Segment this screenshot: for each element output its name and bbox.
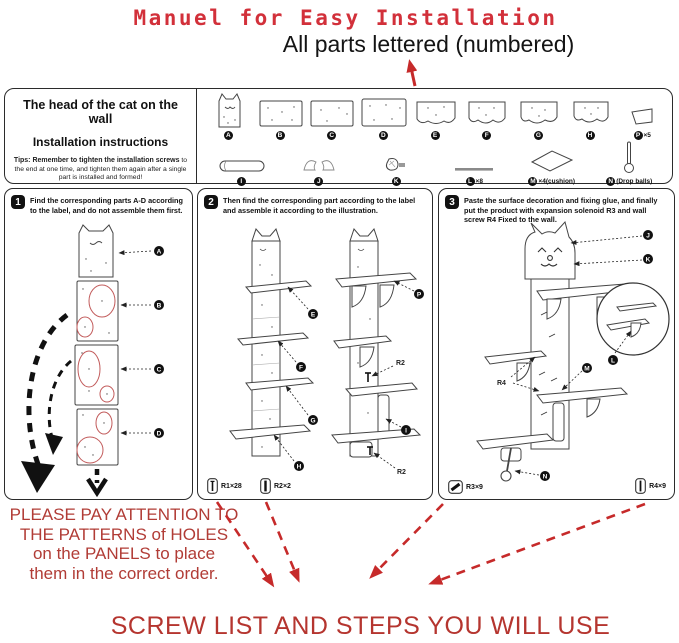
part-item-p bbox=[616, 106, 668, 140]
step2-right-labels bbox=[396, 289, 424, 475]
part-letter: K bbox=[392, 177, 401, 186]
screw-icon bbox=[635, 478, 646, 494]
label-i: I bbox=[405, 427, 407, 435]
part-letter: H bbox=[586, 131, 595, 140]
rect-panel-icon bbox=[309, 98, 355, 128]
magnifier-inset bbox=[597, 283, 669, 355]
label-p: P bbox=[416, 291, 422, 299]
parts-tips-lead: Tips: Remember to tighten the installation screws bbox=[13, 157, 180, 164]
label-d: D bbox=[156, 430, 162, 438]
parts-list bbox=[197, 89, 672, 183]
part-letter: L bbox=[466, 177, 475, 186]
cat-ears-icon bbox=[301, 154, 337, 174]
wedge-panel-icon bbox=[629, 106, 655, 128]
part-item-b bbox=[255, 98, 307, 140]
screw-label: R4×9 bbox=[649, 482, 666, 490]
label-e: E bbox=[310, 311, 316, 319]
part-qty: (Drop balls) bbox=[616, 177, 653, 185]
part-item-e bbox=[410, 98, 462, 140]
screw-icon bbox=[207, 478, 218, 494]
shelf-panel-icon bbox=[518, 98, 560, 128]
part-letter: E bbox=[431, 131, 440, 140]
label-j: J bbox=[646, 232, 650, 240]
step-number-2: 2 bbox=[204, 195, 218, 209]
screw-label: R2×2 bbox=[274, 482, 291, 490]
parts-tips-rest: to the end at one time, and tighten them again after a single part is installed and formed! bbox=[14, 157, 188, 182]
label-l: L bbox=[611, 357, 615, 365]
part-item-c bbox=[306, 98, 358, 140]
parts-panel-intro bbox=[5, 89, 197, 183]
step-text-1: Find the corresponding parts A-D according to the label, and do not assemble them first. bbox=[30, 196, 183, 215]
part-item-i bbox=[203, 158, 281, 186]
label-k: K bbox=[645, 256, 651, 264]
step1-part-labels bbox=[154, 246, 164, 438]
label-c: C bbox=[156, 366, 162, 374]
step-text-3: Paste the surface decoration and fixing glue, and finally put the product with expansion solenoid R3 and wall screw R4 Fixed to the wall. bbox=[464, 196, 658, 225]
label-g: G bbox=[310, 417, 316, 425]
shelf-panel-icon bbox=[466, 98, 508, 128]
part-letter: M bbox=[530, 177, 536, 185]
screw-item-r2 bbox=[260, 478, 291, 494]
attention-line-4: them in the correct order. bbox=[29, 563, 219, 583]
part-letter: P bbox=[634, 131, 643, 140]
label-r2-bottom: R2 bbox=[397, 469, 406, 475]
part-item-h bbox=[565, 98, 617, 140]
parts-heading-2: Installation instructions bbox=[32, 135, 169, 149]
step-number-1: 1 bbox=[11, 195, 25, 209]
step-panel-3 bbox=[438, 188, 675, 500]
part-letter: J bbox=[314, 177, 323, 186]
screw-label: R3×9 bbox=[466, 483, 483, 491]
part-item-f bbox=[461, 98, 513, 140]
footer-title: SCREW LIST AND STEPS YOU WILL USE bbox=[110, 612, 611, 640]
expansion-bolt-icon bbox=[384, 156, 410, 174]
shelf-panel-icon bbox=[414, 98, 458, 128]
attention-line-3: on the PANELS to place bbox=[32, 544, 216, 563]
part-letter: G bbox=[535, 131, 541, 139]
part-item-n bbox=[591, 140, 669, 186]
shelf-panel-icon bbox=[571, 98, 611, 128]
label-n: N bbox=[542, 473, 548, 481]
parts-row-2 bbox=[203, 140, 668, 186]
cushion-icon bbox=[529, 148, 575, 174]
part-item-a bbox=[203, 92, 255, 140]
step-number-3: 3 bbox=[445, 195, 459, 209]
tower-assembly-illustration bbox=[200, 223, 430, 475]
screw-item-r3 bbox=[448, 480, 483, 494]
cylinder-post-icon bbox=[218, 158, 266, 174]
label-a: A bbox=[156, 248, 162, 256]
label-b: B bbox=[156, 302, 162, 310]
stack-panels-illustration bbox=[5, 221, 191, 497]
part-letter: B bbox=[276, 131, 285, 140]
step-text-2: Then find the corresponding part according to the label and assemble it according to the illustration. bbox=[223, 196, 416, 215]
red-dashed-arrow-icons bbox=[0, 500, 679, 600]
part-item-k bbox=[358, 156, 436, 186]
part-letter: D bbox=[379, 131, 388, 140]
label-r4: R4 bbox=[497, 380, 506, 387]
step-panel-2 bbox=[197, 188, 433, 500]
part-item-j bbox=[281, 154, 359, 186]
parts-tips bbox=[10, 157, 191, 183]
screw-item-r4 bbox=[635, 478, 666, 494]
finished-tower-illustration bbox=[441, 219, 673, 495]
rect-panel-icon bbox=[258, 98, 304, 128]
part-item-l bbox=[436, 164, 514, 186]
screw-label: R1×28 bbox=[221, 482, 242, 490]
long-screw-icon bbox=[453, 164, 495, 174]
part-item-m bbox=[513, 148, 591, 186]
part-letter: N bbox=[606, 177, 615, 186]
attention-line-1: PLEASE PAY ATTENTION TO bbox=[9, 505, 239, 524]
label-h: H bbox=[296, 463, 302, 471]
part-letter: C bbox=[327, 131, 336, 140]
red-up-arrow-icon bbox=[398, 55, 430, 88]
page-subtitle: All parts lettered (numbered) bbox=[282, 31, 575, 57]
part-letter: A bbox=[224, 131, 233, 140]
part-item-g bbox=[513, 98, 565, 140]
rect-panel-icon bbox=[360, 96, 408, 128]
label-m: M bbox=[584, 365, 590, 373]
screw-item-r1 bbox=[207, 478, 242, 494]
part-qty: ×8 bbox=[475, 177, 483, 185]
screw-icon bbox=[260, 478, 271, 494]
label-r2-top: R2 bbox=[396, 360, 405, 367]
cat-head-panel-icon bbox=[215, 92, 243, 128]
attention-line-2: THE PATTERNS of HOLES bbox=[19, 524, 229, 544]
step-panel-1 bbox=[4, 188, 193, 500]
part-item-d bbox=[358, 96, 410, 140]
label-f: F bbox=[299, 364, 303, 372]
parts-panel bbox=[4, 88, 673, 184]
parts-row-1 bbox=[203, 92, 668, 140]
part-qty: ×4(cushion) bbox=[538, 177, 576, 185]
page-title: Manuel for Easy Installation bbox=[133, 6, 558, 30]
parts-heading-1: The head of the cat on the wall bbox=[23, 98, 178, 126]
part-letter: F bbox=[482, 131, 491, 140]
drop-ball-icon bbox=[622, 140, 636, 174]
part-qty: ×5 bbox=[643, 131, 651, 139]
part-letter: I bbox=[237, 177, 246, 186]
anchor-icon bbox=[448, 480, 463, 494]
